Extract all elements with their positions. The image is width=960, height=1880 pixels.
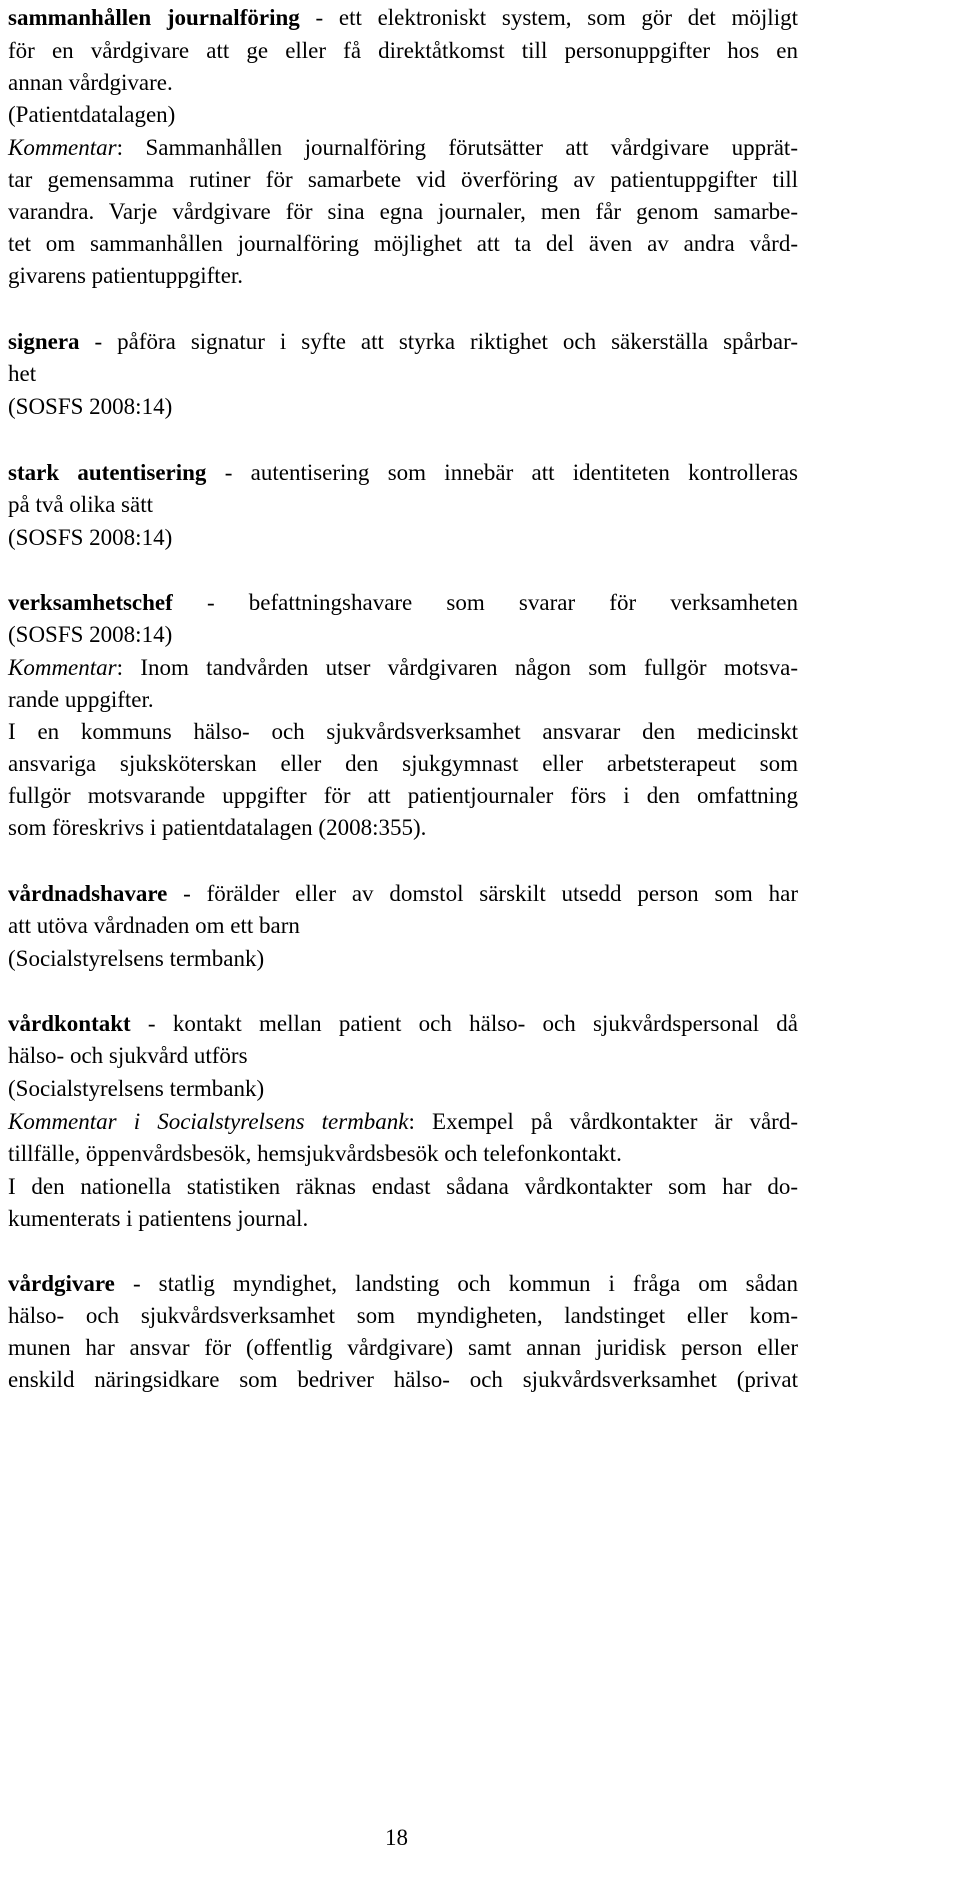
source-reference: (Socialstyrelsens termbank) (8, 1076, 265, 1101)
definition-text: - påföra signatur i syfte att styrka riktighet och säkerställa spårbar- (79, 329, 798, 354)
comment-line: varandra. Varje vårdgivare för sina egna journaler, men får genom samarbe- (8, 199, 798, 224)
definition-text: - förälder eller av domstol särskilt utsedd person som har (167, 881, 798, 906)
source-reference: (SOSFS 2008:14) (8, 525, 173, 550)
source-reference: (SOSFS 2008:14) (8, 394, 173, 419)
definition-text: - ett elektroniskt system, som gör det möjligt (299, 5, 798, 30)
comment-line (8, 1106, 798, 1137)
comment-text: : Exempel på vårdkontakter är vård- (408, 1109, 799, 1134)
comment-label: Kommentar (8, 655, 117, 680)
definition-line (8, 587, 798, 618)
term-stark-autentisering: stark autentisering (8, 460, 207, 485)
note-line: I en kommuns hälso- och sjukvårdsverksamhet ansvarar den medicinskt (8, 719, 798, 744)
source-reference: (SOSFS 2008:14) (8, 622, 173, 647)
definition-text: - kontakt mellan patient och hälso- och sjukvårdspersonal då (130, 1011, 798, 1036)
definition-line: het (8, 361, 37, 386)
comment-label: Kommentar (8, 135, 117, 160)
definition-line: hälso- och sjukvård utförs (8, 1043, 248, 1068)
comment-line (8, 652, 798, 683)
comment-line: givarens patientuppgifter. (8, 263, 244, 288)
note-line: fullgör motsvarande uppgifter för att patientjournaler förs i den omfattning (8, 783, 798, 808)
page-number: 18 (385, 1825, 408, 1850)
definition-text: - statlig myndighet, landsting och kommun i fråga om sådan (114, 1271, 798, 1296)
comment-line (8, 132, 798, 163)
comment-text: : Inom tandvården utser vårdgivaren någon som fullgör motsva- (116, 655, 798, 680)
definition-line (8, 1268, 798, 1299)
comment-line: tar gemensamma rutiner för samarbete vid överföring av patientuppgifter till (8, 167, 798, 192)
definition-line (8, 878, 798, 909)
term-sammanhallen: sammanhållen journalföring (8, 5, 300, 30)
source-reference: (Socialstyrelsens termbank) (8, 946, 265, 971)
term-verksamhetschef: verksamhetschef (8, 590, 173, 615)
source-reference: (Patientdatalagen) (8, 102, 176, 127)
comment-text: : Sammanhållen journalföring förutsätter att vårdgivare upprät- (116, 135, 798, 160)
comment-line: rande uppgifter. (8, 687, 154, 712)
definition-line: för en vårdgivare att ge eller få direktåtkomst till personuppgifter hos en (8, 38, 798, 63)
term-vardkontakt: vårdkontakt (8, 1011, 131, 1036)
definition-line (8, 457, 798, 488)
definition-line: annan vårdgivare. (8, 70, 173, 95)
definition-line: hälso- och sjukvårdsverksamhet som myndigheten, landstinget eller kom- (8, 1303, 798, 1328)
definition-text: - befattningshavare som svarar för verksamheten (172, 590, 798, 615)
term-vardgivare: vårdgivare (8, 1271, 115, 1296)
definition-line: enskild näringsidkare som bedriver hälso- och sjukvårdsverksamhet (privat (8, 1367, 798, 1392)
definition-line: munen har ansvar för (offentlig vårdgivare) samt annan juridisk person eller (8, 1335, 798, 1360)
term-signera: signera (8, 329, 80, 354)
comment-line: tet om sammanhållen journalföring möjlighet att ta del även av andra vård- (8, 231, 798, 256)
comment-line: tillfälle, öppenvårdsbesök, hemsjukvårdsbesök och telefonkontakt. (8, 1141, 622, 1166)
definition-line (8, 1008, 798, 1039)
definition-line (8, 2, 798, 33)
note-line: ansvariga sjuksköterskan eller den sjukgymnast eller arbetsterapeut som (8, 751, 798, 776)
term-vardnadshavare: vårdnadshavare (8, 881, 168, 906)
comment-label: Kommentar i Socialstyrelsens termbank (8, 1109, 409, 1134)
note-line: som föreskrivs i patientdatalagen (2008:355). (8, 815, 427, 840)
definition-text: - autentisering som innebär att identiteten kontrolleras (206, 460, 798, 485)
note-line: kumenterats i patientens journal. (8, 1206, 309, 1231)
definition-line: på två olika sätt (8, 492, 153, 517)
definition-line: att utöva vårdnaden om ett barn (8, 913, 300, 938)
definition-line (8, 326, 798, 357)
note-line: I den nationella statistiken räknas endast sådana vårdkontakter som har do- (8, 1174, 798, 1199)
